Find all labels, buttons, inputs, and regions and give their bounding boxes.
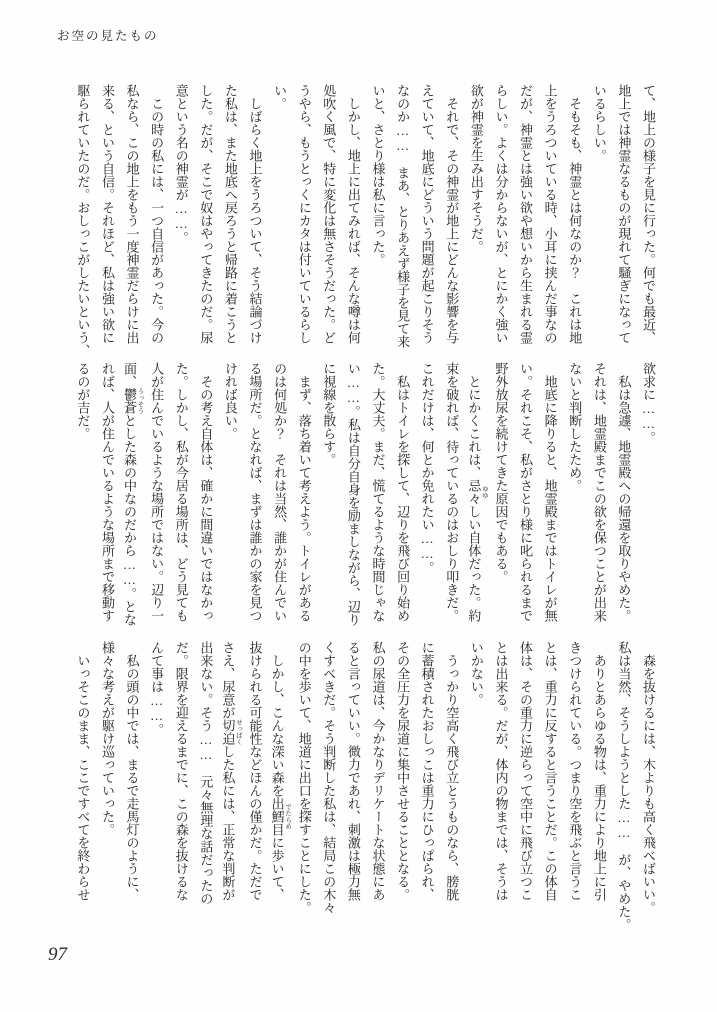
text-column: 森を抜けるには、木よりも高く飛べばいい。 bbox=[641, 641, 656, 914]
text-column: うっかり空高く飛び立とうものなら、膀胱 bbox=[444, 641, 460, 901]
text-column: きつけられている。つまり空を飛ぶと言うこ bbox=[567, 641, 583, 901]
text-column: いかない。 bbox=[468, 641, 484, 706]
text-column: うやら、もうとっくにカタは付いているらし bbox=[296, 84, 312, 344]
text-column: えていて、地底にどういう問題が起こりそう bbox=[419, 84, 435, 344]
text-block-middle bbox=[70, 362, 660, 644]
text-column: しかし、こんな深い森を出鱈目 でたらめに歩いて、 bbox=[269, 641, 292, 901]
text-column: 体は、その重力に逆らって空中に飛び立つこ bbox=[518, 641, 534, 901]
text-column: しかし、地上に出てみれば、そんな噂は何 bbox=[345, 84, 361, 344]
text-column: 面、鬱蒼 うっそうとした森の中なのだから……。とな bbox=[122, 362, 144, 626]
text-column: らしい。よくは分からないが、とにかく強い bbox=[493, 84, 509, 344]
text-block-top bbox=[70, 84, 660, 366]
text-column: 出来ない。そう…… 元々無理な話だったの bbox=[198, 641, 214, 905]
text-column: 野外放尿を続けてきた原因でもある。 bbox=[493, 362, 509, 583]
text-column: 処吹く風で、特に変化は無さそうだった。ど bbox=[321, 84, 337, 344]
text-column: 地底に降りると、地霊殿まではトイレが無 bbox=[542, 362, 558, 622]
text-column: に蓄積されたおしっこは重力にひっぱられ、 bbox=[419, 641, 435, 901]
text-column: いっそこのまま、ここですべてを終わらせ bbox=[75, 641, 91, 901]
text-column: の中を歩いて、地道に出口を探すことにした。 bbox=[296, 641, 312, 914]
text-column: 私はトイレを探して、辺りを飛び回り始め bbox=[395, 362, 411, 622]
text-column: さえ、尿意が切迫 せっぱくした私には、正常な判断が bbox=[220, 641, 242, 901]
text-column: この時の私には、一つ自信があった。今の bbox=[149, 84, 165, 344]
text-column: た私は、また地底へ戻ろうと帰路に着こうと bbox=[222, 84, 238, 344]
text-column: それは、地霊殿までこの欲を保つことが出来 bbox=[591, 362, 607, 622]
text-column: とにかくこれは、忌々 ゆゆしい自体だった。約 bbox=[466, 362, 488, 622]
text-column: しばらく地上をうろついて、そう結論づけ bbox=[247, 84, 263, 344]
text-block-bottom bbox=[70, 641, 660, 931]
text-column: とは出来る。だが、体内の物までは、そうは bbox=[493, 641, 509, 901]
text-column: 私の頭の中では、まるで走馬灯のように、 bbox=[124, 641, 140, 901]
text-column: い……。私は自分自身を励ましながら、辺り bbox=[345, 362, 361, 626]
text-column: 上をうろついている時、小耳に挟んだ事なの bbox=[542, 84, 558, 344]
text-column: ないと判断したため。 bbox=[567, 362, 583, 492]
text-column: 人が住んでいるような場所ではない。辺り一 bbox=[149, 362, 165, 622]
text-column: いと、さとり様は私に言った。 bbox=[370, 84, 386, 266]
running-head: お空の見たもの bbox=[57, 29, 159, 43]
text-column: 欲が神霊を生み出すそうだ。 bbox=[468, 84, 484, 253]
text-column: れば、人が住んでいるような場所まで移動す bbox=[99, 362, 115, 622]
text-column: ありとあらゆる物は、重力により地上に引 bbox=[591, 641, 607, 901]
text-column: 私は当然、そうしようとした…… が、やめた。 bbox=[616, 641, 632, 931]
text-column: た。大丈夫。まだ、慌てるような時間じゃな bbox=[370, 362, 386, 622]
text-column: 欲求に……。 bbox=[641, 362, 656, 444]
text-column: い。それこそ、私がさとり様に叱られるまで bbox=[518, 362, 534, 622]
text-column: そもそも、神霊とは何なのか？ これは地 bbox=[567, 84, 583, 344]
page-number: 97 bbox=[48, 944, 67, 965]
text-column: 来る、という自信。それほど、私は強い欲に bbox=[99, 84, 115, 344]
text-column: これだけは、何とか免れたい……。 bbox=[419, 362, 435, 574]
text-column: 抜けられる可能性などほんの僅かだ。ただで bbox=[247, 641, 263, 901]
text-column: 私の尿道は、今かなりデリケートな状態にあ bbox=[370, 641, 386, 901]
text-column: 私なら、この地上をもう一度神霊だらけに出 bbox=[124, 84, 140, 344]
text-column: るのが吉だ。 bbox=[75, 362, 91, 440]
text-column: その考え自体は、確かに間違いではなかっ bbox=[198, 362, 214, 622]
text-column: 私は急遽、地霊殿への帰還を取りやめた。 bbox=[616, 362, 632, 622]
text-column: ると言っていい。微力であれ、刺激は極力無 bbox=[345, 641, 361, 901]
text-column: なのか…… まあ、とりあえず様子を見て来 bbox=[395, 84, 411, 348]
text-column: くすべきだ。そう判断した私は、結局この木々 bbox=[321, 641, 337, 914]
text-column: 駆られていたのだ。おしっこがしたいという、 bbox=[75, 84, 91, 357]
text-column: んて事は……。 bbox=[149, 641, 165, 736]
text-column: まず、落ち着いて考えよう。トイレがある bbox=[296, 362, 312, 622]
text-column: 地上では神霊なるものが現れて騒ぎになって bbox=[616, 84, 632, 344]
text-column: た。しかし、私が今居る場所は、どう見ても bbox=[173, 362, 189, 622]
text-column: に視線を散らす。 bbox=[321, 362, 337, 466]
text-column: とは、重力に反すると言うことだ。この体自 bbox=[542, 641, 558, 901]
text-column: いるらしい。 bbox=[591, 84, 607, 162]
text-column: ければ良い。 bbox=[222, 362, 238, 440]
text-column: 束を破れば、待っているのはおしり叩きだ。 bbox=[444, 362, 460, 622]
text-column: した。だが、そこで奴はやってきたのだ。尿 bbox=[198, 84, 214, 344]
text-column: て、地上の様子を見に行った。何でも最近、 bbox=[641, 84, 656, 344]
text-column: だ。限界を迎えるまでに、この森を抜けるな bbox=[173, 641, 189, 901]
text-column: 様々な考えが駆け巡っていった。 bbox=[99, 641, 115, 836]
text-column: 意という名の神霊が……。 bbox=[173, 84, 189, 244]
text-column: だが、神霊とは強い欲や想いから生まれる霊 bbox=[518, 84, 534, 344]
text-column: その全圧力を尿道に集中させることとなる。 bbox=[395, 641, 411, 901]
text-column: それで、その神霊が地上にどんな影響を与 bbox=[444, 84, 460, 344]
text-column: のは何処か？ それは当然、誰かが住んでい bbox=[272, 362, 288, 622]
text-column: い。 bbox=[272, 84, 288, 110]
text-column: る場所だ。となれば、まずは誰かの家を見つ bbox=[247, 362, 263, 622]
